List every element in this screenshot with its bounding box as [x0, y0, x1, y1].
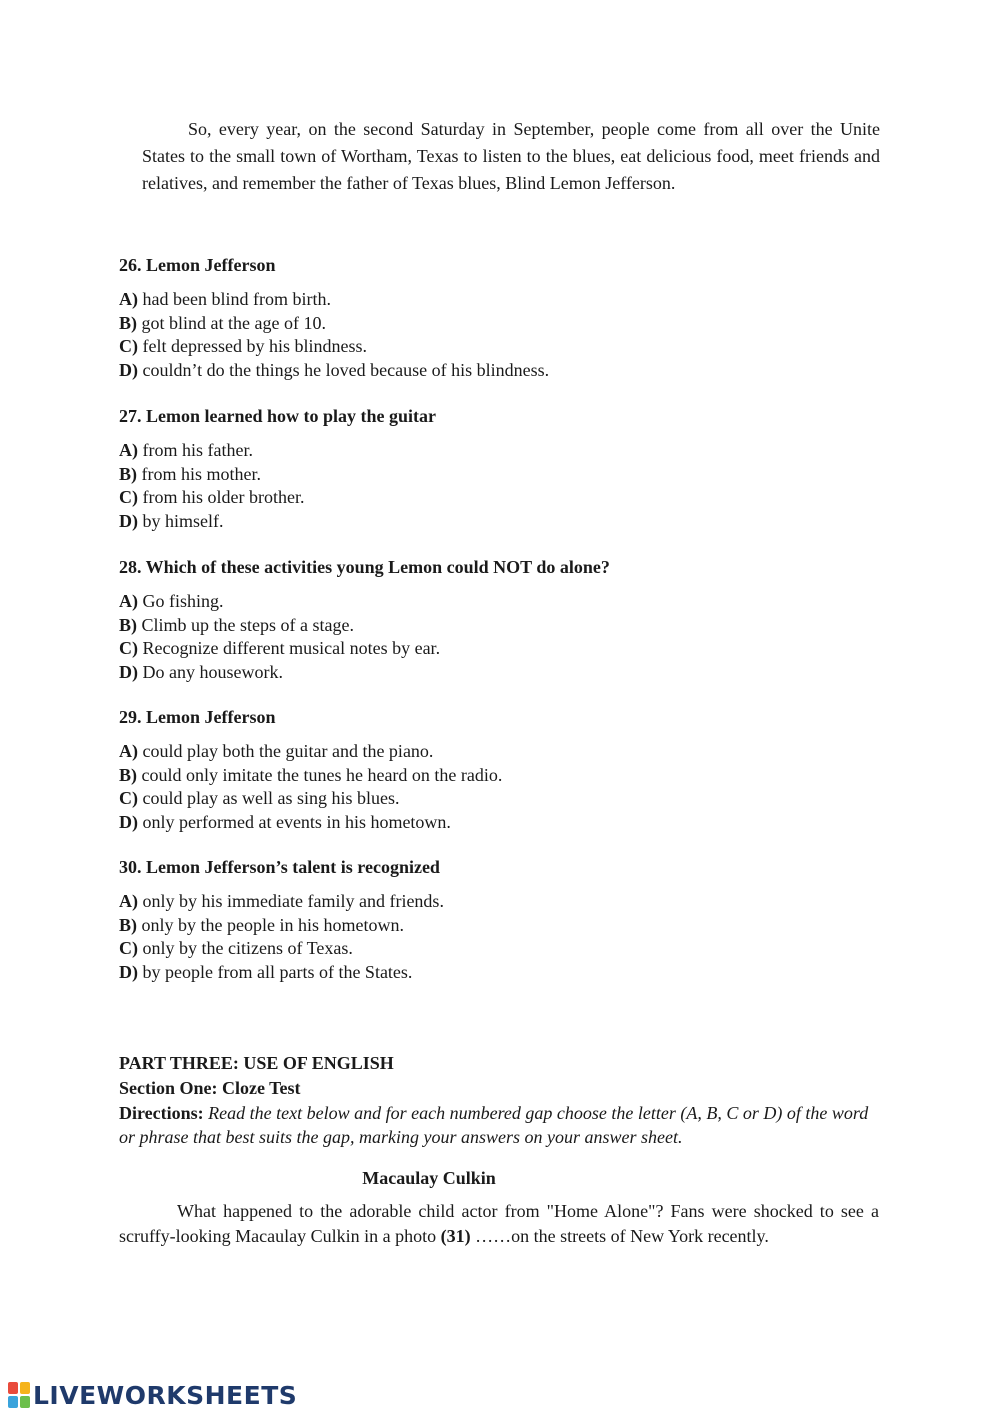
option-b[interactable]: B) could only imitate the tunes he heard on the radio.: [119, 764, 503, 785]
part-heading: PART THREE: USE OF ENGLISH: [119, 1053, 394, 1073]
option-d[interactable]: D) Do any housework.: [119, 661, 283, 682]
option-d[interactable]: D) by himself.: [119, 510, 224, 531]
logo-text: LIVEWORKSHEETS: [33, 1380, 298, 1410]
question-title: 26. Lemon Jefferson: [119, 255, 276, 275]
directions-label: Directions:: [119, 1103, 204, 1123]
option-c[interactable]: C) from his older brother.: [119, 487, 305, 507]
option-b[interactable]: B) Climb up the steps of a stage.: [119, 614, 354, 635]
option-b[interactable]: B) got blind at the age of 10.: [119, 312, 326, 333]
option-d[interactable]: D) only performed at events in his hometown.: [119, 811, 451, 832]
question-26: [119, 254, 899, 382]
logo-block: [20, 1382, 30, 1394]
gap-31[interactable]: (31): [440, 1226, 471, 1246]
logo-block: [20, 1396, 30, 1408]
option-a[interactable]: A) from his father.: [119, 440, 253, 460]
question-title: 28. Which of these activities young Lemon could NOT do alone?: [119, 557, 610, 577]
question-title: 27. Lemon learned how to play the guitar: [119, 406, 436, 426]
option-a[interactable]: A) only by his immediate family and friends.: [119, 891, 444, 911]
directions-text: Read the text below and for each numbered gap choose the letter (A, B, C or D) of the word or phrase that best suits the gap, marking your answers on your answer sheet.: [119, 1103, 869, 1147]
option-d[interactable]: D) couldn’t do the things he loved because of his blindness.: [119, 359, 550, 380]
question-27: [119, 405, 899, 533]
logo-blocks-icon: [8, 1382, 30, 1408]
question-title: 29. Lemon Jefferson: [119, 707, 276, 727]
question-30: [119, 856, 899, 984]
option-a[interactable]: A) Go fishing.: [119, 591, 224, 611]
option-c[interactable]: C) could play as well as sing his blues.: [119, 788, 400, 808]
option-c[interactable]: C) only by the citizens of Texas.: [119, 938, 353, 958]
question-29: [119, 706, 899, 834]
logo-block: [8, 1396, 18, 1408]
option-c[interactable]: C) Recognize different musical notes by ear.: [119, 638, 441, 658]
option-d[interactable]: D) by people from all parts of the States.: [119, 961, 413, 982]
question-title: 30. Lemon Jefferson’s talent is recognized: [119, 857, 440, 877]
option-b[interactable]: B) only by the people in his hometown.: [119, 914, 404, 935]
directions: [119, 1101, 879, 1149]
logo-block: [8, 1382, 18, 1394]
liveworksheets-logo: [8, 1380, 297, 1410]
option-b[interactable]: B) from his mother.: [119, 463, 261, 484]
intro-paragraph: So, every year, on the second Saturday in September, people come from all over the Unite States to the small town of Wortham, Texas to listen to the blues, eat delicious food, meet friends and relatives, and remember the father of Texas blues, Blind Lemon Jefferson.: [142, 119, 880, 193]
option-a[interactable]: A) could play both the guitar and the piano.: [119, 741, 434, 761]
cloze-passage: What happened to the adorable child actor from "Home Alone"? Fans were shocked to see a scruffy-looking Macaulay Culkin in a photo (31) ……on the streets of New York recently.: [119, 1201, 879, 1246]
option-a[interactable]: A) had been blind from birth.: [119, 289, 331, 309]
option-c[interactable]: C) felt depressed by his blindness.: [119, 336, 367, 356]
question-28: [119, 556, 899, 684]
section-heading: Section One: Cloze Test: [119, 1078, 301, 1098]
part-three-header: [119, 1051, 879, 1149]
passage-title: Macaulay Culkin: [362, 1168, 496, 1188]
